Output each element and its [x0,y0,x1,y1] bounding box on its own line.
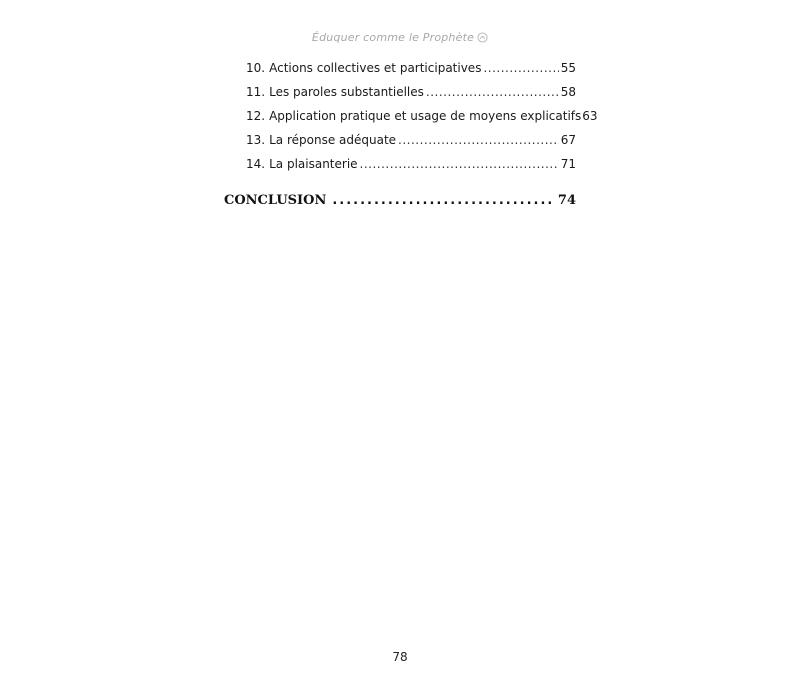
toc-entry-number: 11. [246,85,266,99]
toc-entry-page: 67 [560,133,576,147]
running-header-title: Éduquer comme le Prophète [311,31,475,44]
toc-entry [224,85,576,109]
toc-leader-dots [398,133,559,147]
toc-entry-title: Les paroles substantielles [269,85,424,99]
toc-leader-dots [426,85,559,99]
running-header [0,31,800,44]
toc-entry-title: La plaisanterie [269,157,358,171]
toc-conclusion-entry [224,193,576,219]
toc-entry-number: 13. [246,133,266,147]
toc-conclusion-title: CONCLUSION [224,193,327,208]
table-of-contents [224,61,598,219]
toc-entry [224,61,576,85]
toc-entry-title: Actions collectives et participatives [269,61,482,75]
toc-entry [224,109,598,133]
toc-entry-page: 55 [560,61,576,75]
toc-entry-page: 58 [560,85,576,99]
page-number: 78 [392,650,408,664]
toc-entry-number: 12. [246,109,266,123]
toc-leader-dots [332,193,552,208]
salawat-seal-icon [477,32,488,43]
toc-entry-title: La réponse adéquate [269,133,397,147]
toc-leader-dots [483,61,558,75]
toc-entry-title: Application pratique et usage de moyens explicatifs [269,109,582,123]
toc-entry-number: 10. [246,61,266,75]
toc-entry [224,133,576,157]
toc-entry-page: 71 [560,157,576,171]
toc-entry-page: 63 [582,109,598,123]
toc-entry-number: 14. [246,157,266,171]
toc-leader-dots [360,157,559,171]
toc-entry [224,157,576,181]
toc-conclusion-page: 74 [557,193,576,208]
